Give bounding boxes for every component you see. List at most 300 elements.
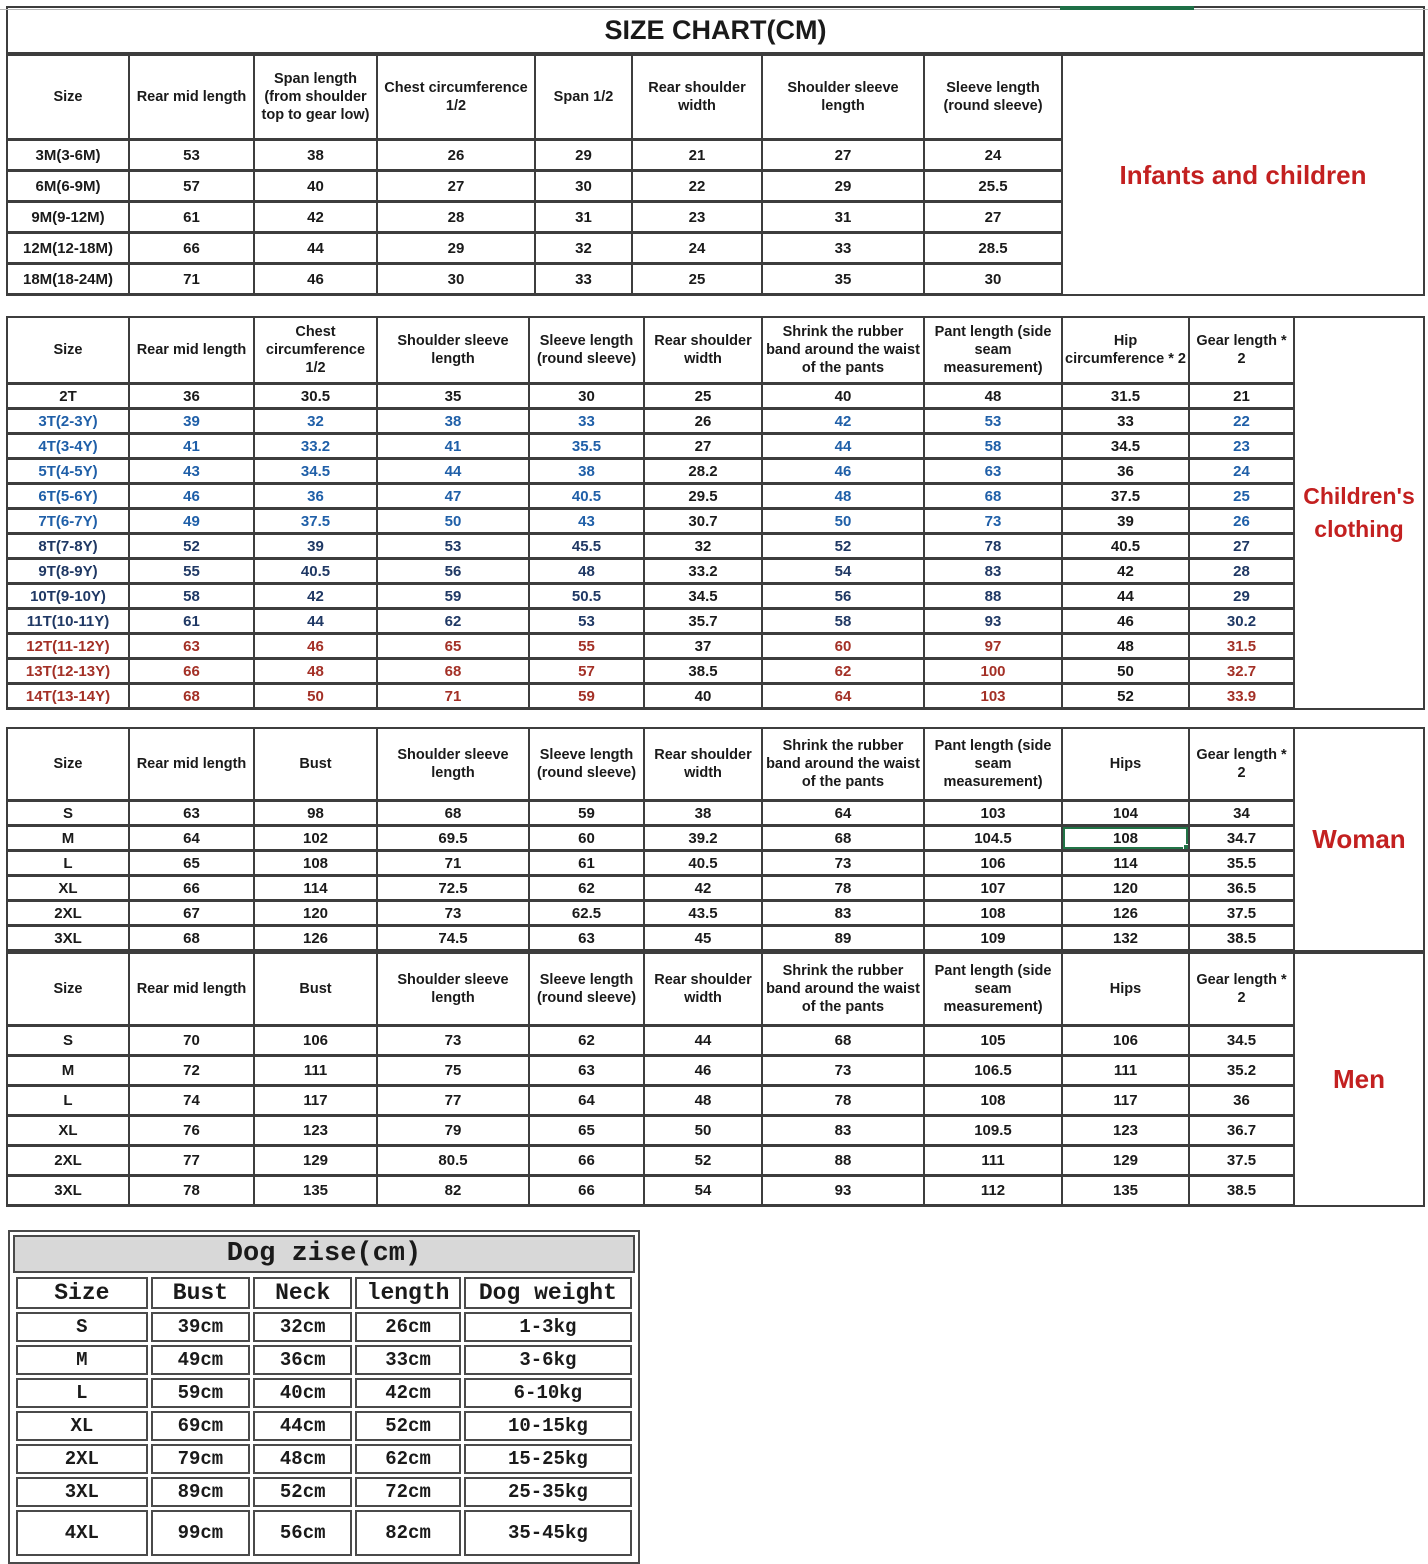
value-cell: 36 (254, 484, 377, 509)
selection-top-border (1060, 6, 1194, 10)
table-row (7, 1056, 1294, 1086)
size-cell: S (16, 1312, 148, 1342)
value-cell: 50 (762, 509, 924, 534)
value-cell: 68 (377, 801, 529, 826)
value-cell: 83 (762, 901, 924, 926)
value-cell: 29.5 (644, 484, 762, 509)
table-row (7, 659, 1294, 684)
value-cell: 78 (129, 1176, 254, 1206)
table-row (7, 1176, 1294, 1206)
value-cell: 25 (644, 384, 762, 409)
infants-section (6, 54, 1425, 296)
value-cell: 68 (924, 484, 1062, 509)
value-cell: 27 (1189, 534, 1294, 559)
value-cell: 38.5 (1189, 1176, 1294, 1206)
value-cell: 26 (644, 409, 762, 434)
column-header: Hips (1062, 728, 1189, 801)
value-cell: 48cm (253, 1444, 352, 1474)
value-cell: 52 (644, 1146, 762, 1176)
size-cell: S (7, 801, 129, 826)
value-cell: 73 (924, 509, 1062, 534)
table-row (7, 202, 1062, 233)
value-cell: 53 (377, 534, 529, 559)
size-cell: 18M(18-24M) (7, 264, 129, 295)
value-cell: 25-35kg (464, 1477, 632, 1507)
value-cell: 98 (254, 801, 377, 826)
value-cell: 35.5 (1189, 851, 1294, 876)
table-row (7, 140, 1062, 171)
value-cell: 22 (1189, 409, 1294, 434)
value-cell: 6-10kg (464, 1378, 632, 1408)
table-row (7, 384, 1294, 409)
value-cell: 42 (254, 202, 377, 233)
value-cell: 28.2 (644, 459, 762, 484)
infants-label: Infants and children (1119, 159, 1367, 190)
value-cell: 30.5 (254, 384, 377, 409)
value-cell: 57 (129, 171, 254, 202)
value-cell: 44 (254, 233, 377, 264)
column-header: Bust (254, 728, 377, 801)
table-row (7, 171, 1062, 202)
value-cell: 66 (129, 659, 254, 684)
value-cell: 82 (377, 1176, 529, 1206)
value-cell: 38 (254, 140, 377, 171)
value-cell: 62 (762, 659, 924, 684)
value-cell: 135 (1062, 1176, 1189, 1206)
size-cell: 3XL (16, 1477, 148, 1507)
value-cell: 49 (129, 509, 254, 534)
column-header: Shrink the rubber band around the waist of the pants (762, 953, 924, 1026)
value-cell: 50 (1062, 659, 1189, 684)
value-cell: 42 (762, 409, 924, 434)
value-cell: 43 (529, 509, 644, 534)
value-cell: 62.5 (529, 901, 644, 926)
value-cell: 106 (254, 1026, 377, 1056)
value-cell: 42 (254, 584, 377, 609)
size-cell: M (7, 826, 129, 851)
size-cell: 4T(3-4Y) (7, 434, 129, 459)
value-cell: 34.5 (254, 459, 377, 484)
value-cell: 35 (762, 264, 924, 295)
value-cell: 74 (129, 1086, 254, 1116)
table-row (7, 634, 1294, 659)
value-cell: 31.5 (1062, 384, 1189, 409)
value-cell: 59cm (151, 1378, 250, 1408)
value-cell: 29 (377, 233, 535, 264)
value-cell: 73 (377, 1026, 529, 1056)
value-cell: 45.5 (529, 534, 644, 559)
table-row (16, 1444, 632, 1474)
value-cell: 63 (924, 459, 1062, 484)
value-cell: 44 (644, 1026, 762, 1056)
value-cell: 39cm (151, 1312, 250, 1342)
table-row (7, 1116, 1294, 1146)
header-row (7, 55, 1062, 140)
value-cell: 108 (254, 851, 377, 876)
column-header: Size (7, 317, 129, 384)
children-section (6, 316, 1425, 710)
size-cell: 10T(9-10Y) (7, 584, 129, 609)
value-cell: 35.2 (1189, 1056, 1294, 1086)
value-cell: 36 (1062, 459, 1189, 484)
value-cell: 25 (1189, 484, 1294, 509)
table-row (7, 1026, 1294, 1056)
value-cell: 57 (529, 659, 644, 684)
value-cell: 62cm (355, 1444, 460, 1474)
value-cell: 34.5 (1062, 434, 1189, 459)
value-cell: 50 (254, 684, 377, 709)
value-cell: 28 (377, 202, 535, 233)
value-cell: 55 (529, 634, 644, 659)
value-cell: 77 (129, 1146, 254, 1176)
value-cell: 72 (129, 1056, 254, 1086)
value-cell: 65 (529, 1116, 644, 1146)
value-cell: 68 (377, 659, 529, 684)
value-cell: 56 (762, 584, 924, 609)
value-cell: 52 (129, 534, 254, 559)
value-cell: 71 (129, 264, 254, 295)
children-label-box (1295, 316, 1425, 710)
column-header: Rear mid length (129, 953, 254, 1026)
value-cell: 109.5 (924, 1116, 1062, 1146)
column-header: Rear shoulder width (644, 728, 762, 801)
value-cell: 53 (529, 609, 644, 634)
value-cell: 93 (762, 1176, 924, 1206)
value-cell: 52 (1062, 684, 1189, 709)
table-row (7, 1086, 1294, 1116)
dog-size-panel (8, 1230, 640, 1564)
column-header: Pant length (side seam measurement) (924, 953, 1062, 1026)
value-cell: 61 (129, 202, 254, 233)
value-cell: 59 (377, 584, 529, 609)
value-cell: 63 (129, 634, 254, 659)
value-cell: 10-15kg (464, 1411, 632, 1441)
size-cell: 14T(13-14Y) (7, 684, 129, 709)
value-cell: 126 (1062, 901, 1189, 926)
table-row (16, 1312, 632, 1342)
value-cell: 52cm (253, 1477, 352, 1507)
value-cell: 39 (1062, 509, 1189, 534)
column-header: Rear shoulder width (644, 317, 762, 384)
value-cell: 64 (762, 801, 924, 826)
value-cell: 33cm (355, 1345, 460, 1375)
table-row (7, 926, 1294, 951)
value-cell: 63 (529, 1056, 644, 1086)
value-cell: 114 (1062, 851, 1189, 876)
value-cell: 74.5 (377, 926, 529, 951)
value-cell: 68 (129, 684, 254, 709)
column-header: Chest circumference 1/2 (254, 317, 377, 384)
value-cell: 62 (529, 876, 644, 901)
value-cell: 50.5 (529, 584, 644, 609)
value-cell: 71 (377, 684, 529, 709)
column-header: Hip circumference * 2 (1062, 317, 1189, 384)
value-cell: 27 (644, 434, 762, 459)
table-row (7, 1146, 1294, 1176)
table-row (7, 876, 1294, 901)
value-cell: 37.5 (1189, 1146, 1294, 1176)
table-row (16, 1378, 632, 1408)
table-row (7, 684, 1294, 709)
value-cell: 112 (924, 1176, 1062, 1206)
size-cell: 12T(11-12Y) (7, 634, 129, 659)
value-cell: 35 (377, 384, 529, 409)
children-size-table (6, 316, 1295, 710)
value-cell: 106.5 (924, 1056, 1062, 1086)
value-cell: 36cm (253, 1345, 352, 1375)
value-cell: 48 (1062, 634, 1189, 659)
value-cell: 25.5 (924, 171, 1062, 202)
men-size-table (6, 952, 1295, 1207)
size-cell: L (16, 1378, 148, 1408)
value-cell: 61 (129, 609, 254, 634)
value-cell: 66 (529, 1176, 644, 1206)
value-cell: 71 (377, 851, 529, 876)
value-cell: 73 (762, 851, 924, 876)
table-row (7, 509, 1294, 534)
woman-size-table (6, 727, 1295, 952)
value-cell: 37.5 (254, 509, 377, 534)
value-cell: 40 (254, 171, 377, 202)
value-cell: 79cm (151, 1444, 250, 1474)
value-cell: 78 (762, 1086, 924, 1116)
value-cell: 70 (129, 1026, 254, 1056)
column-header: Bust (151, 1277, 250, 1309)
table-row (7, 233, 1062, 264)
men-label: Men (1333, 1064, 1385, 1094)
value-cell: 100 (924, 659, 1062, 684)
value-cell: 66 (529, 1146, 644, 1176)
value-cell: 104 (1062, 801, 1189, 826)
value-cell: 108 (924, 901, 1062, 926)
column-header: Rear mid length (129, 55, 254, 140)
value-cell: 88 (924, 584, 1062, 609)
value-cell: 69cm (151, 1411, 250, 1441)
value-cell: 58 (129, 584, 254, 609)
value-cell: 73 (377, 901, 529, 926)
value-cell: 38.5 (1189, 926, 1294, 951)
men-label-box (1295, 952, 1425, 1207)
value-cell: 40.5 (1062, 534, 1189, 559)
value-cell: 79 (377, 1116, 529, 1146)
column-header: Size (7, 953, 129, 1026)
value-cell: 38.5 (644, 659, 762, 684)
value-cell: 46 (254, 264, 377, 295)
column-header: Gear length * 2 (1189, 953, 1294, 1026)
value-cell: 117 (1062, 1086, 1189, 1116)
value-cell: 31.5 (1189, 634, 1294, 659)
sheet-top-gridline (0, 9, 1428, 10)
value-cell: 36 (1189, 1086, 1294, 1116)
value-cell: 25 (632, 264, 762, 295)
value-cell: 102 (254, 826, 377, 851)
value-cell: 48 (924, 384, 1062, 409)
value-cell: 44 (1062, 584, 1189, 609)
size-cell: 2XL (7, 901, 129, 926)
value-cell: 36 (129, 384, 254, 409)
value-cell: 54 (762, 559, 924, 584)
table-row (7, 534, 1294, 559)
value-cell: 35.5 (529, 434, 644, 459)
dog-size-table (13, 1274, 635, 1559)
value-cell: 44 (254, 609, 377, 634)
value-cell: 64 (762, 684, 924, 709)
value-cell: 76 (129, 1116, 254, 1146)
value-cell: 89 (762, 926, 924, 951)
value-cell: 23 (1189, 434, 1294, 459)
value-cell: 68 (762, 1026, 924, 1056)
value-cell: 34.5 (1189, 1026, 1294, 1056)
value-cell: 34 (1189, 801, 1294, 826)
value-cell: 129 (1062, 1146, 1189, 1176)
value-cell: 52cm (355, 1411, 460, 1441)
size-cell: 11T(10-11Y) (7, 609, 129, 634)
value-cell: 63 (529, 926, 644, 951)
value-cell: 72.5 (377, 876, 529, 901)
value-cell: 34.5 (644, 584, 762, 609)
value-cell: 46 (254, 634, 377, 659)
value-cell: 32.7 (1189, 659, 1294, 684)
value-cell: 33 (535, 264, 632, 295)
header-row (7, 728, 1294, 801)
value-cell: 93 (924, 609, 1062, 634)
value-cell: 108 (924, 1086, 1062, 1116)
value-cell: 41 (377, 434, 529, 459)
value-cell: 117 (254, 1086, 377, 1116)
value-cell: 32 (644, 534, 762, 559)
column-header: Shoulder sleeve length (762, 55, 924, 140)
value-cell: 30.2 (1189, 609, 1294, 634)
value-cell: 106 (924, 851, 1062, 876)
column-header: Sleeve length (round sleeve) (529, 317, 644, 384)
value-cell: 40.5 (254, 559, 377, 584)
value-cell: 21 (1189, 384, 1294, 409)
value-cell: 56 (377, 559, 529, 584)
value-cell: 48 (644, 1086, 762, 1116)
value-cell: 60 (762, 634, 924, 659)
value-cell: 83 (924, 559, 1062, 584)
value-cell: 53 (924, 409, 1062, 434)
value-cell: 40.5 (644, 851, 762, 876)
infants-size-table (6, 54, 1063, 296)
table-row (7, 609, 1294, 634)
value-cell: 48 (762, 484, 924, 509)
value-cell: 3-6kg (464, 1345, 632, 1375)
size-cell: XL (16, 1411, 148, 1441)
value-cell: 42 (1062, 559, 1189, 584)
column-header: Rear mid length (129, 728, 254, 801)
value-cell: 46 (762, 459, 924, 484)
value-cell: 46 (644, 1056, 762, 1086)
size-cell: 6T(5-6Y) (7, 484, 129, 509)
table-row (7, 584, 1294, 609)
size-cell: 8T(7-8Y) (7, 534, 129, 559)
size-cell: 6M(6-9M) (7, 171, 129, 202)
value-cell: 33.9 (1189, 684, 1294, 709)
value-cell: 82cm (355, 1510, 460, 1556)
value-cell: 66 (129, 233, 254, 264)
value-cell: 126 (254, 926, 377, 951)
value-cell: 24 (924, 140, 1062, 171)
column-header: Shoulder sleeve length (377, 953, 529, 1026)
value-cell: 62 (377, 609, 529, 634)
value-cell: 60 (529, 826, 644, 851)
table-row (7, 484, 1294, 509)
value-cell: 43.5 (644, 901, 762, 926)
value-cell: 34.7 (1189, 826, 1294, 851)
column-header: Shrink the rubber band around the waist of the pants (762, 317, 924, 384)
value-cell: 30 (377, 264, 535, 295)
value-cell: 43 (129, 459, 254, 484)
value-cell: 103 (924, 801, 1062, 826)
value-cell: 32cm (253, 1312, 352, 1342)
size-cell: 13T(12-13Y) (7, 659, 129, 684)
value-cell: 67 (129, 901, 254, 926)
value-cell: 27 (377, 171, 535, 202)
value-cell: 42 (644, 876, 762, 901)
size-cell: 7T(6-7Y) (7, 509, 129, 534)
value-cell: 33.2 (644, 559, 762, 584)
value-cell: 32 (254, 409, 377, 434)
size-cell: 2XL (16, 1444, 148, 1474)
table-row (7, 264, 1062, 295)
value-cell: 26cm (355, 1312, 460, 1342)
value-cell: 28 (1189, 559, 1294, 584)
value-cell: 78 (762, 876, 924, 901)
value-cell: 39 (254, 534, 377, 559)
value-cell: 65 (129, 851, 254, 876)
value-cell: 48 (254, 659, 377, 684)
value-cell: 61 (529, 851, 644, 876)
column-header: Shoulder sleeve length (377, 317, 529, 384)
size-cell: 2T (7, 384, 129, 409)
value-cell: 44 (377, 459, 529, 484)
value-cell: 80.5 (377, 1146, 529, 1176)
value-cell: 39 (129, 409, 254, 434)
value-cell: 29 (535, 140, 632, 171)
woman-section (6, 727, 1425, 952)
size-cell: M (16, 1345, 148, 1375)
value-cell: 111 (1062, 1056, 1189, 1086)
value-cell: 58 (762, 609, 924, 634)
value-cell: 77 (377, 1086, 529, 1116)
column-header: Span length (from shoulder top to gear low) (254, 55, 377, 140)
value-cell: 40 (644, 684, 762, 709)
value-cell: 56cm (253, 1510, 352, 1556)
value-cell: 29 (762, 171, 924, 202)
value-cell: 31 (535, 202, 632, 233)
value-cell: 55 (129, 559, 254, 584)
size-cell: XL (7, 1116, 129, 1146)
column-header: Sleeve length (round sleeve) (529, 953, 644, 1026)
column-header: Shrink the rubber band around the waist of the pants (762, 728, 924, 801)
column-header: Hips (1062, 953, 1189, 1026)
value-cell: 44cm (253, 1411, 352, 1441)
size-cell: L (7, 1086, 129, 1116)
value-cell: 44 (762, 434, 924, 459)
value-cell: 46 (129, 484, 254, 509)
size-cell: 9T(8-9Y) (7, 559, 129, 584)
size-cell: S (7, 1026, 129, 1056)
column-header: Rear mid length (129, 317, 254, 384)
dog-table-title: Dog zise(cm) (13, 1235, 635, 1273)
header-row (16, 1277, 632, 1309)
value-cell: 49cm (151, 1345, 250, 1375)
value-cell: 105 (924, 1026, 1062, 1056)
value-cell: 65 (377, 634, 529, 659)
column-header: Neck (253, 1277, 352, 1309)
value-cell: 109 (924, 926, 1062, 951)
